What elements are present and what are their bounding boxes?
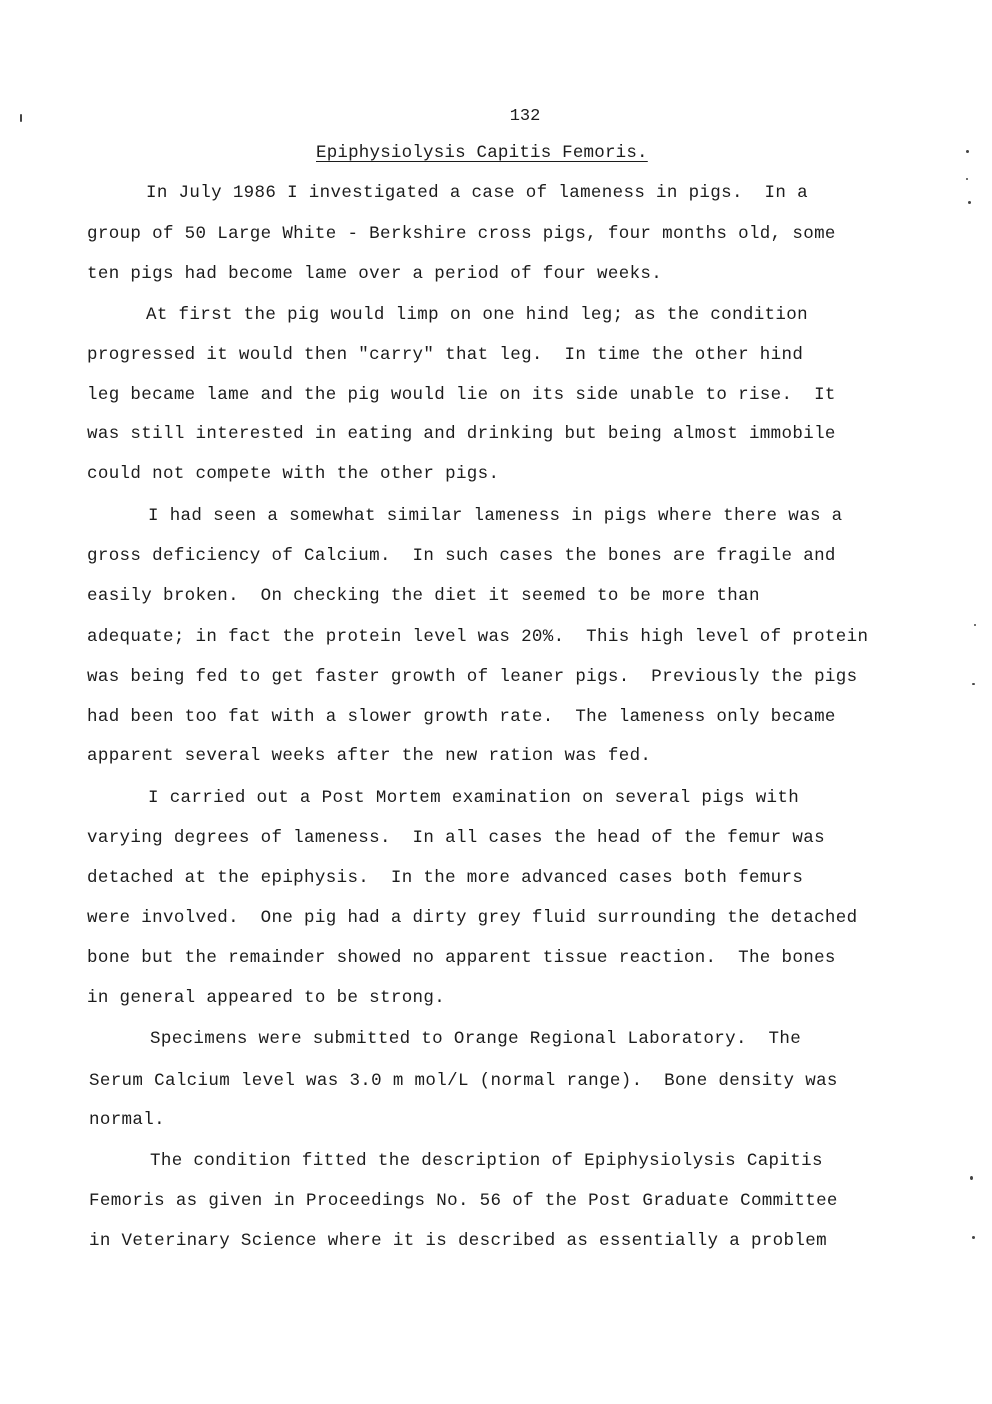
text-line: In July 1986 I investigated a case of lameness in pigs. In a: [146, 183, 808, 203]
text-line: group of 50 Large White - Berkshire cross pigs, four months old, some: [87, 224, 836, 244]
text-line: Serum Calcium level was 3.0 m mol/L (normal range). Bone density was: [89, 1071, 838, 1091]
text-line: in Veterinary Science where it is described as essentially a problem: [89, 1231, 827, 1251]
text-line: I had seen a somewhat similar lameness in pigs where there was a: [148, 506, 843, 526]
scan-speck: [970, 1176, 973, 1180]
scan-speck: [966, 150, 969, 153]
text-line: adequate; in fact the protein level was 20%. This high level of protein: [87, 627, 869, 647]
text-line: detached at the epiphysis. In the more advanced cases both femurs: [87, 868, 804, 888]
text-line: At first the pig would limp on one hind leg; as the condition: [146, 305, 808, 325]
scan-speck: [974, 624, 976, 626]
scan-speck: [966, 178, 968, 180]
text-line: The condition fitted the description of Epiphysiolysis Capitis: [150, 1151, 823, 1171]
text-line: normal.: [89, 1110, 165, 1130]
scan-speck: [972, 683, 975, 685]
text-line: was being fed to get faster growth of leaner pigs. Previously the pigs: [87, 667, 858, 687]
text-line: easily broken. On checking the diet it seemed to be more than: [87, 586, 760, 606]
text-line: had been too fat with a slower growth rate. The lameness only became: [87, 707, 836, 727]
scan-speck: [968, 201, 971, 204]
text-line: bone but the remainder showed no apparent tissue reaction. The bones: [87, 948, 836, 968]
text-line: were involved. One pig had a dirty grey fluid surrounding the detached: [87, 908, 858, 928]
text-line: ten pigs had become lame over a period of four weeks.: [87, 264, 663, 284]
page-title: Epiphysiolysis Capitis Femoris.: [316, 143, 648, 163]
text-line: varying degrees of lameness. In all cases the head of the femur was: [87, 828, 825, 848]
text-line: Specimens were submitted to Orange Regional Laboratory. The: [150, 1029, 802, 1049]
text-line: in general appeared to be strong.: [87, 988, 446, 1008]
scan-speck: [972, 1236, 975, 1239]
text-line: leg became lame and the pig would lie on its side unable to rise. It: [87, 385, 836, 405]
text-line: apparent several weeks after the new ration was fed.: [87, 746, 652, 766]
text-line: was still interested in eating and drinking but being almost immobile: [87, 424, 836, 444]
text-line: Femoris as given in Proceedings No. 56 of the Post Graduate Committee: [89, 1191, 838, 1211]
page-number: 132: [509, 107, 541, 126]
text-line: I carried out a Post Mortem examination on several pigs with: [148, 788, 800, 808]
text-line: could not compete with the other pigs.: [87, 464, 500, 484]
text-line: gross deficiency of Calcium. In such cases the bones are fragile and: [87, 546, 836, 566]
scan-speck: [20, 114, 22, 122]
text-line: progressed it would then "carry" that leg. In time the other hind: [87, 345, 804, 365]
